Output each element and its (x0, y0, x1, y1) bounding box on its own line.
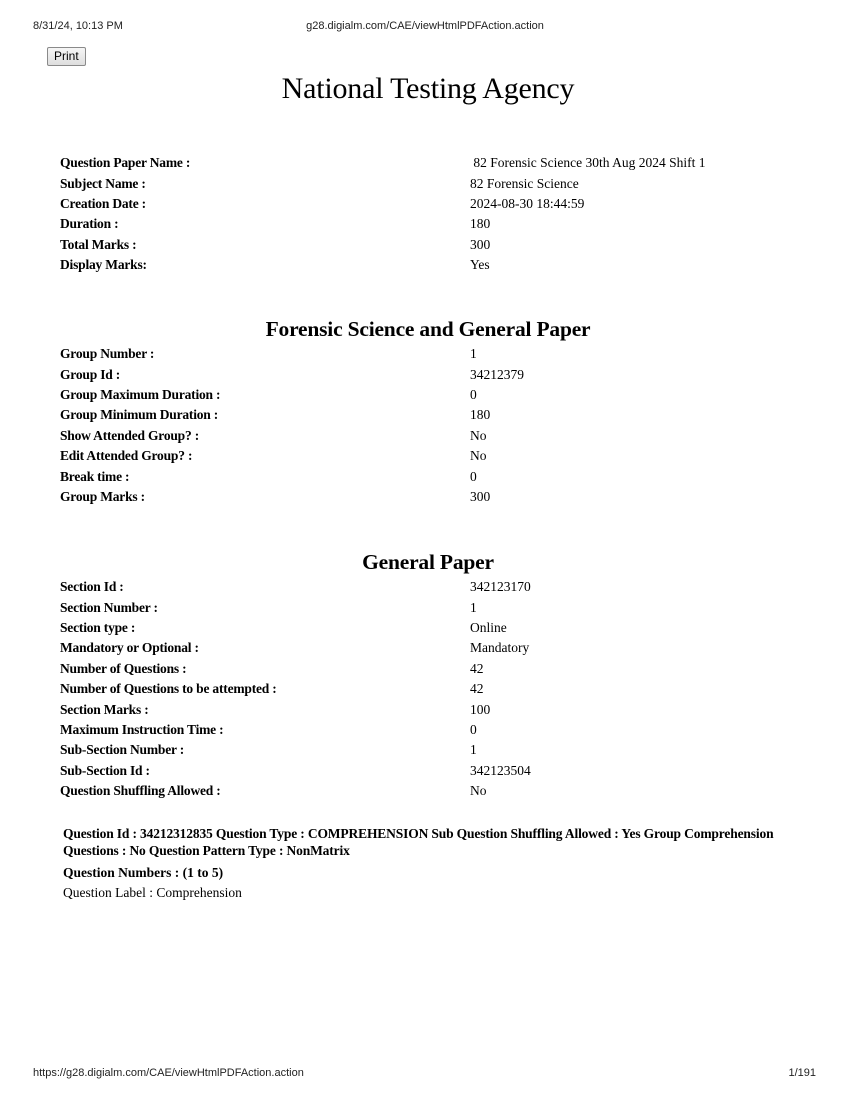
row-value: 300 (470, 236, 491, 252)
print-button[interactable]: Print (47, 47, 86, 66)
row-label: Section Marks : (60, 701, 149, 717)
paper-info-row (60, 235, 780, 255)
row-label: Edit Attended Group? : (60, 448, 193, 464)
row-label: Group Marks : (60, 488, 145, 504)
group-info-row (60, 426, 780, 446)
footer-url: https://g28.digialm.com/CAE/viewHtmlPDFAction.action (33, 1067, 304, 1079)
row-label: Question Paper Name : (60, 155, 191, 171)
section-info-row (60, 761, 780, 781)
row-value: 1 (470, 599, 477, 615)
row-value: 2024-08-30 18:44:59 (470, 195, 585, 211)
section-info-row (60, 577, 780, 597)
group-info-row (60, 466, 780, 486)
row-label: Group Maximum Duration : (60, 386, 221, 402)
header-url: g28.digialm.com/CAE/viewHtmlPDFAction.action (306, 20, 544, 32)
row-label: Sub-Section Number : (60, 742, 185, 758)
row-label: Subject Name : (60, 175, 146, 191)
row-value: 82 Forensic Science (470, 175, 579, 191)
row-value: 180 (470, 407, 491, 423)
group-title: Forensic Science and General Paper (265, 317, 591, 341)
paper-info-row (60, 214, 780, 234)
group-info-row (60, 405, 780, 425)
row-value: No (470, 427, 487, 443)
paper-info-table (60, 153, 780, 275)
row-value: 342123504 (470, 762, 531, 778)
group-info-row (60, 446, 780, 466)
row-value: Online (470, 619, 507, 635)
row-value: 100 (470, 701, 491, 717)
row-label: Number of Questions to be attempted : (60, 681, 277, 697)
row-value: No (470, 783, 487, 799)
row-label: Show Attended Group? : (60, 427, 200, 443)
row-label: Group Number : (60, 346, 155, 362)
row-label: Total Marks : (60, 236, 137, 252)
section-info-row (60, 618, 780, 638)
row-label: Duration : (60, 216, 119, 232)
section-info-row (60, 638, 780, 658)
page-number: 1/191 (788, 1067, 816, 1079)
row-label: Mandatory or Optional : (60, 640, 199, 656)
row-label: Break time : (60, 468, 130, 484)
paper-info-row (60, 173, 780, 193)
group-info-row (60, 487, 780, 507)
row-label: Sub-Section Id : (60, 762, 150, 778)
row-label: Group Minimum Duration : (60, 407, 219, 423)
row-value: 82 Forensic Science 30th Aug 2024 Shift 1 (470, 155, 706, 171)
row-value: 0 (470, 721, 477, 737)
section-info-row (60, 699, 780, 719)
row-label: Section Id : (60, 579, 124, 595)
row-value: 42 (470, 681, 484, 697)
section-info-row (60, 781, 780, 801)
group-info-row (60, 385, 780, 405)
row-label: Section Number : (60, 599, 158, 615)
row-value: No (470, 448, 487, 464)
row-label: Creation Date : (60, 195, 146, 211)
paper-info-row (60, 255, 780, 275)
page-title: National Testing Agency (281, 72, 575, 105)
section-info-row (60, 597, 780, 617)
row-value: 1 (470, 346, 477, 362)
row-value: 42 (470, 660, 484, 676)
row-label: Question Shuffling Allowed : (60, 783, 221, 799)
row-value: Yes (470, 257, 490, 273)
row-label: Group Id : (60, 366, 121, 382)
paper-info-row (60, 194, 780, 214)
group-info-table (60, 344, 780, 507)
row-value: 300 (470, 488, 491, 504)
row-value: 34212379 (470, 366, 524, 382)
section-info-row (60, 720, 780, 740)
row-label: Section type : (60, 619, 136, 635)
group-info-row (60, 364, 780, 384)
paper-info-row (60, 153, 780, 173)
row-value: 1 (470, 742, 477, 758)
row-value: 0 (470, 386, 477, 402)
question-meta: Question Id : 34212312835 Question Type : COMPREHENSION Sub Question Shuffling Allowed : Yes Group Comprehension Questions : No Question Pattern Type : NonMatrix (63, 826, 774, 858)
row-label: Display Marks: (60, 257, 147, 273)
row-value: 0 (470, 468, 477, 484)
question-numbers: Question Numbers : (1 to 5) (63, 865, 224, 880)
question-block (63, 826, 783, 901)
row-label: Maximum Instruction Time : (60, 721, 224, 737)
section-info-row (60, 679, 780, 699)
row-label: Number of Questions : (60, 660, 187, 676)
section-info-row (60, 740, 780, 760)
question-label: Question Label : Comprehension (63, 885, 242, 900)
group-info-row (60, 344, 780, 364)
section-info-table (60, 577, 780, 801)
section-info-row (60, 659, 780, 679)
row-value: 342123170 (470, 579, 531, 595)
print-datetime: 8/31/24, 10:13 PM (33, 20, 123, 32)
section-title: General Paper (362, 550, 494, 574)
row-value: 180 (470, 216, 491, 232)
row-value: Mandatory (470, 640, 530, 656)
